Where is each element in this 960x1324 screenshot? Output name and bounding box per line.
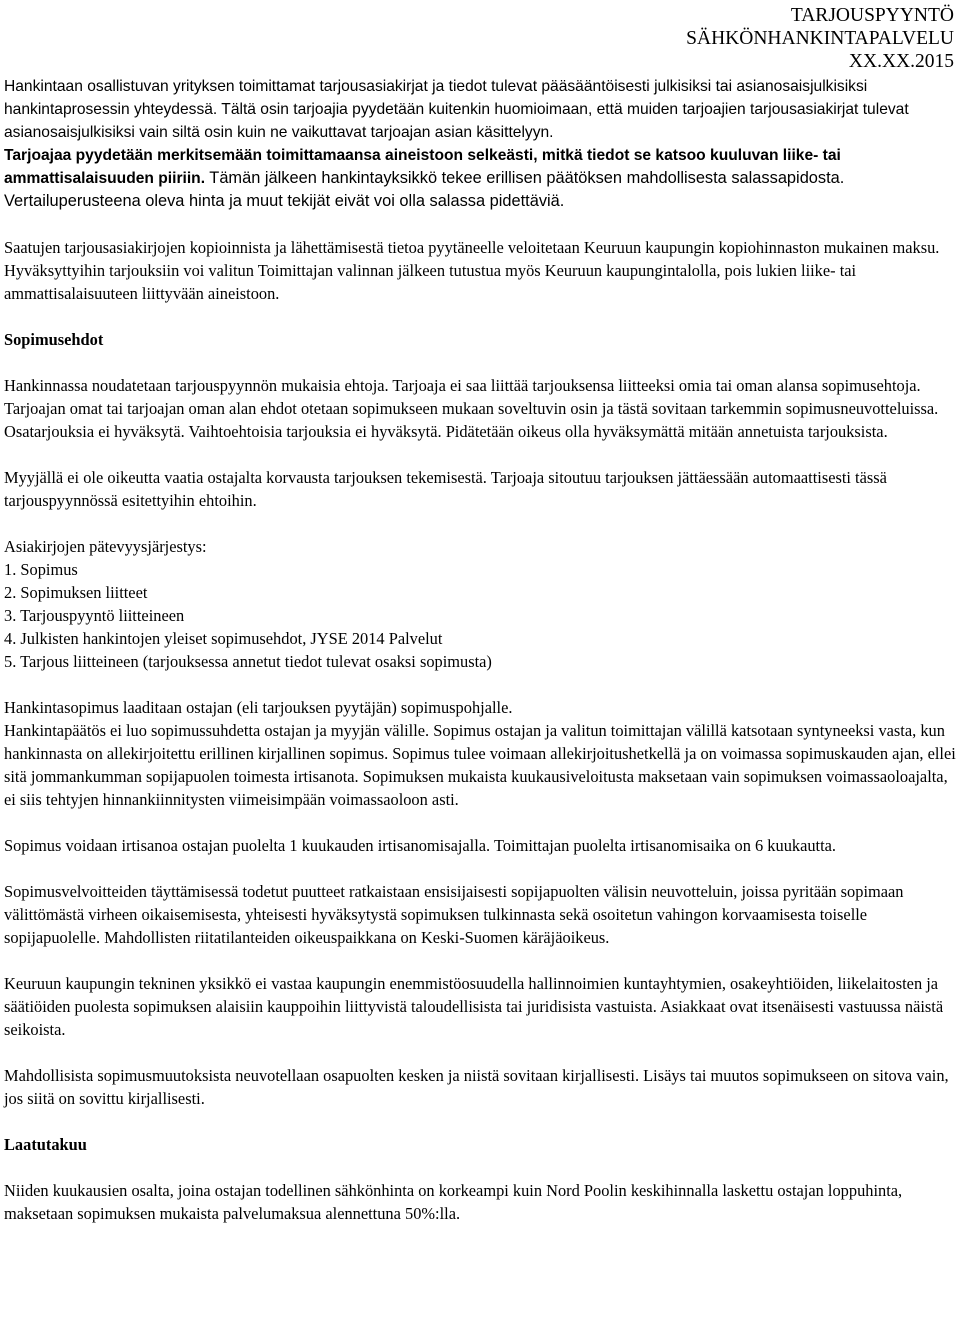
confidentiality-marking [4,144,956,213]
document-body [4,75,956,1225]
document-order-list [4,558,956,673]
heading-sopimusehdot: Sopimusehdot [4,330,104,349]
header-subtitle: SÄHKÖNHANKINTAPALVELU [686,28,954,49]
list-item: 5. Tarjous liitteineen (tarjouksessa annetut tiedot tulevat osaksi sopimusta) [4,652,492,671]
terms-paragraph: Hankinnassa noudatetaan tarjouspyynnön mukaisia ehtoja. Tarjoaja ei saa liittää tarjouksensa liitteeksi omia tai oman alansa sopimusehtoja. Tarjoajan omat tai tarjoajan oman alan ehdot otetaan sopimukseen mukaan soveltuvin osin ja tästä sovitaan tarkemmin sopimusneuvotteluissa. Osatarjouksia ei hyväksytä. Vaihtoehtoisia tarjouksia ei hyväksytä. Pidätetään oikeus olla hyväksymättä mitään annetuista tarjouksista. [4,376,939,441]
confidentiality-rest: Tämän jälkeen hankintayksikkö tekee erillisen päätöksen mahdollisesta salassapidosta. Vertailuperusteena oleva hinta ja muut tekijät eivät voi olla salassa pidettäviä. [4,169,845,210]
quality-guarantee-paragraph: Niiden kuukausien osalta, joina ostajan todellinen sähkönhinta on korkeampi kuin Nord Poolin keskihinnalla laskettu ostajan loppuhinta, maksetaan sopimuksen mukaista palvelumaksua alennettuna 50%:lla. [4,1181,903,1223]
amendments-paragraph: Mahdollisista sopimusmuutoksista neuvotellaan osapuolten kesken ja niistä sovitaan kirjallisesti. Lisäys tai muutos sopimukseen on sitova vain, jos siitä on sovittu kirjallisesti. [4,1066,949,1108]
confidentiality-intro: Hankintaan osallistuvan yrityksen toimittamat tarjousasiakirjat ja tiedot tulevat pääsääntöisesti julkisiksi tai asianosaisjulkisiksi hankintaprosessin yhteydessä. Tältä osin tarjoajia pyydetään kuitenkin huomioimaan, että muiden tarjoajien tarjousasiakirjat tulevat asianosaisjulkisiksi vain siltä osin kuin ne vaikuttavat tarjoajan asian käsittelyyn. [4,78,909,141]
list-item: 1. Sopimus [4,560,78,579]
copying-paragraph: Saatujen tarjousasiakirjojen kopioinnista ja lähettämisestä tietoa pyytäneelle veloitetaan Keuruun kaupungin kopiohinnaston mukainen maksu. Hyväksyttyihin tarjouksiin voi valitun Toimittajan valinnan jälkeen tutustua myös Keuruun kaupungintalolla, pois lukien liike- tai ammattisalaisuuteen liittyvään aineistoon. [4,238,940,303]
disputes-paragraph: Sopimusvelvoitteiden täyttämisessä todetut puutteet ratkaistaan ensisijaisesti sopijapuolten välisin neuvotteluin, joissa pyritään sopimaan välittömästä virheen oikaisemisesta, yhteisesti hyväksytystä sopimuksen tulkinnasta sekä osoitetun vahingon korvaamisesta toiselle sopijapuolelle. Mahdollisten riitatilanteiden oikeuspaikkana on Keski-Suomen käräjäoikeus. [4,882,904,947]
document-header [686,4,954,73]
document-order-title: Asiakirjojen pätevyysjärjestys: [4,537,207,556]
document-order [4,535,956,673]
liability-paragraph: Keuruun kaupungin tekninen yksikkö ei vastaa kaupungin enemmistöosuudella hallinnoimien kuntayhtymien, osakeyhtiöiden, liikelaitosten ja säätiöiden puolesta sopimuksen alaisiin kauppoihin liittyvistä taloudellisista tai juridisista vastuista. Asiakkaat ovat itsenäisesti vastuussa näistä seikoista. [4,974,944,1039]
heading-laatutakuu: Laatutakuu [4,1135,87,1154]
list-item: 3. Tarjouspyyntö liitteineen [4,606,185,625]
header-date: XX.XX.2015 [848,51,954,72]
contract-formation-paragraph: Hankintapäätös ei luo sopimussuhdetta ostajan ja myyjän välille. Sopimus ostajan ja valitun toimittajan välillä katsotaan syntyneeksi vasta, kun hankinnasta on allekirjoitettu erillinen kirjallinen sopimus. Sopimus tulee voimaan allekirjoitushetkellä ja on voimassa sopimuskauden ajan, ellei sitä jommankumman sopijapuolen toimesta irtisanota. Sopimuksen mukaista kuukausiveloitusta maksetaan vain sopimuksen voimassaoloajalta, ei siis tehtyjen hinnankiinnitysten viimeisimpään voimassaoloon asti. [4,721,956,809]
header-title: TARJOUSPYYNTÖ [790,5,954,26]
list-item: 2. Sopimuksen liitteet [4,583,148,602]
list-item: 4. Julkisten hankintojen yleiset sopimusehdot, JYSE 2014 Palvelut [4,629,443,648]
contract-template-line: Hankintasopimus laaditaan ostajan (eli tarjouksen pyytäjän) sopimuspohjalle. [4,698,513,717]
termination-paragraph: Sopimus voidaan irtisanoa ostajan puolelta 1 kuukauden irtisanomisajalla. Toimittajan puolelta irtisanomisaika on 6 kuukautta. [4,836,837,855]
compensation-paragraph: Myyjällä ei ole oikeutta vaatia ostajalta korvausta tarjouksen tekemisestä. Tarjoaja sitoutuu tarjouksen jättäessään automaattisesti tässä tarjouspyynnössä esitettyihin ehtoihin. [4,468,887,510]
confidentiality-bold-note: Tarjoajaa pyydetään merkitsemään toimittamaansa aineistoon selkeästi, mitkä tiedot se katsoo kuuluvan liike- tai ammattisalaisuuden piiriin. [4,147,841,187]
